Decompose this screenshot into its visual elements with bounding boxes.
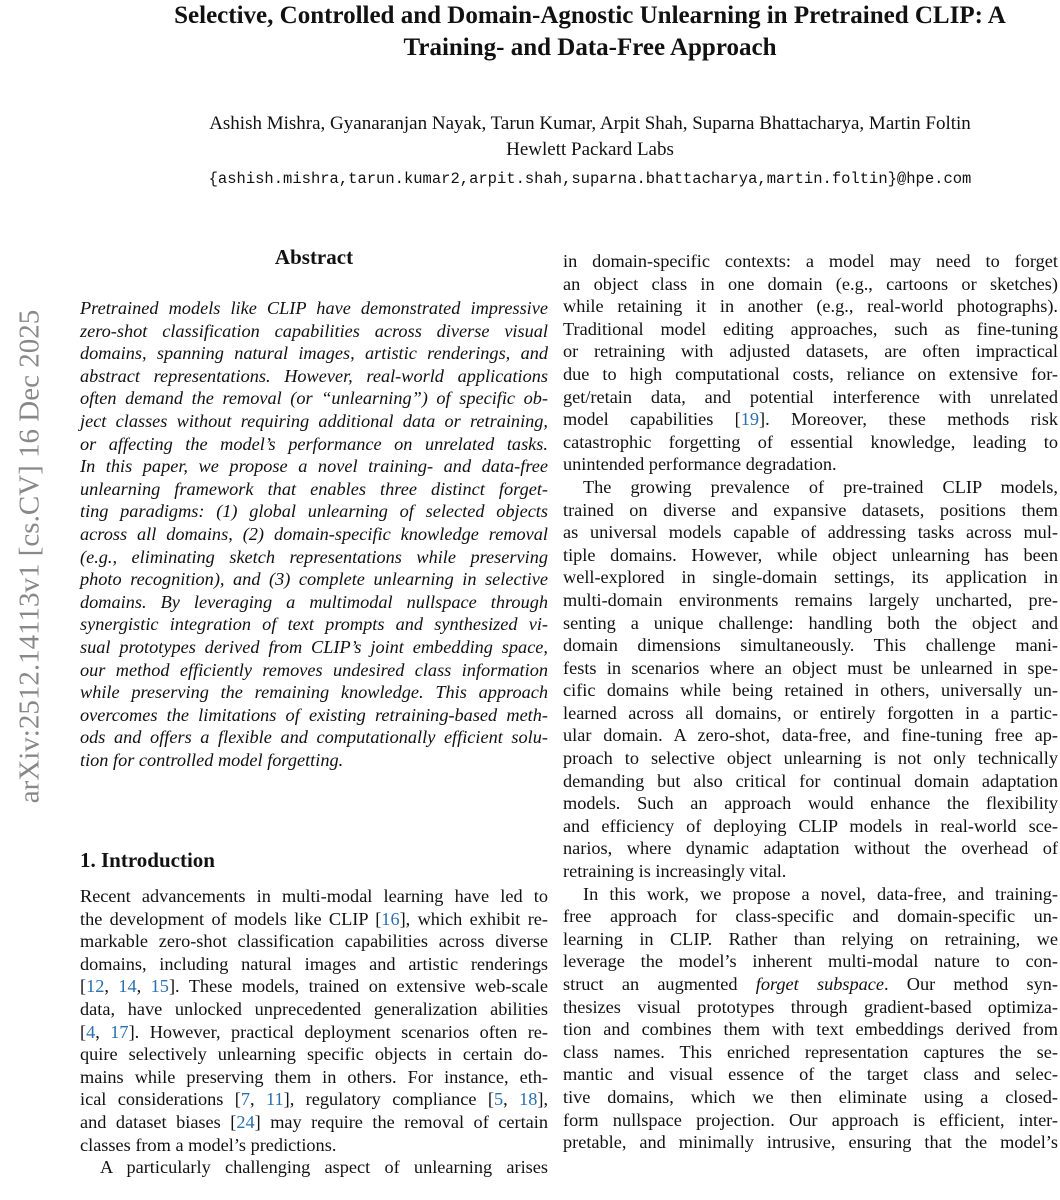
text-line: model capabilities [19]. Moreover, these methods risk [563,409,1059,430]
text-line: [4, 17]. However, practical deployment scenarios often re- [80,1021,548,1042]
text-line: narios, where dynamic adaptation without the overhead of [563,838,1058,859]
text-line: In this work, we propose a novel, data-free, and training- [583,883,1058,904]
introduction-heading: 1. Introduction [80,848,215,872]
text-line: [12, 14, 15]. These models, trained on extensive web-scale [80,976,549,997]
text-line: and efficiency of deploying CLIP models in real-world sce- [563,815,1058,836]
text-line: leverage the model’s inherent multi-modal nature to con- [563,951,1058,972]
text-line: ular domain. A zero-shot, data-free, and fine-tuning free ap- [563,725,1058,746]
text-line: demanding but also critical for continual domain adaptation [563,770,1058,791]
text-line: mains while preserving them in others. For instance, eth- [80,1066,548,1087]
citation-link[interactable]: 18 [519,1089,538,1110]
text-line: A particularly challenging aspect of unlearning arises [100,1157,548,1178]
author-emails: {ashish.mishra,tarun.kumar2,arpit.shah,suparna.bhattacharya,martin.foltin}@hpe.com [208,170,972,188]
text-line: or affecting the model’s performance on unrelated tasks. [80,433,548,454]
citation-link[interactable]: 14 [118,976,137,997]
text-line: markable zero-shot classification capabilities across diverse [80,931,548,952]
text-line: photo recognition), and (3) complete unlearning in selective [80,569,548,590]
text-line: sual prototypes derived from CLIP’s joint embedding space, [80,636,548,657]
text-line: learning in CLIP. Rather than relying on retraining, we [563,928,1058,949]
author-block [80,111,1060,163]
text-line: cific domains while being retained in others, universally un- [563,680,1058,701]
text-line: the development of models like CLIP [16], which exhibit re- [80,908,549,929]
text-line: pretable, and minimally intrusive, ensuring that the model’s [563,1132,1058,1153]
text-line: senting a unique challenge: handling both the object and [563,612,1058,633]
text-line: Recent advancements in multi-modal learning have led to [80,886,548,906]
citation-link[interactable]: 5 [493,1089,504,1110]
text-line: in domain-specific contexts: a model may need to forget [563,251,1058,271]
text-line: well-explored in single-domain settings, its application in [563,567,1058,588]
introduction-body [80,885,548,1179]
text-line: models. Such an approach would enhance the flexibility [563,793,1058,814]
text-line: ical considerations [7, 11], regulatory compliance [5, 18], [80,1089,549,1110]
right-column-body [563,250,1058,1154]
text-line: or retraining with adjusted datasets, are often impractical [563,341,1058,362]
text-line: learned across all domains, or entirely forgotten in a partic- [563,702,1058,723]
text-line: In this paper, we propose a novel training- and data-free [80,456,548,477]
text-line: retraining is increasingly vital. [563,861,787,882]
text-line: and dataset biases [24] may require the removal of certain [80,1111,548,1132]
text-line: overcomes the limitations of existing retraining-based meth- [80,704,548,725]
text-line: domains, including natural images and artistic renderings [80,953,548,974]
paper-title [80,0,1060,64]
text-line: often demand the removal (or “unlearning”) of specific ob- [80,388,548,409]
text-line: form nullspace projection. Our approach is efficient, inter- [563,1109,1058,1130]
text-line: tiple domains. However, while object unlearning has been [563,544,1058,565]
text-line: ject classes without requiring additional data or retraining, [80,410,548,431]
affiliation: Hewlett Packard Labs [506,139,674,160]
text-line: domains. By leveraging a multimodal nullspace through [80,591,548,612]
text-line: quire selectively unlearning specific objects in certain do- [80,1044,548,1065]
text-line: class names. This enriched representation captures the se- [563,1041,1058,1062]
text-line: domains, spanning natural images, artistic renderings, and [80,343,548,364]
citation-link[interactable]: 16 [381,908,400,929]
text-line: The growing prevalence of pre-trained CLIP models, [583,476,1058,497]
text-line: mantic and visual essence of the target class and selec- [563,1064,1058,1085]
text-line: as universal models capable of addressing tasks across mul- [563,522,1058,543]
citation-link[interactable]: 17 [110,1021,129,1042]
text-line: (e.g., eliminating sketch representations while preserving [80,546,548,567]
text-line: data, have unlocked unprecedented generalization abilities [80,998,548,1019]
text-line: abstract representations. However, real-world applications [80,365,548,386]
text-line: unlearning framework that enables three distinct forget- [80,478,548,499]
text-line: synergistic integration of text prompts and synthesized vi- [80,614,548,635]
text-line: free approach for class-specific and domain-specific un- [563,906,1058,927]
text-line: Traditional model editing approaches, such as fine-tuning [563,318,1058,339]
text-line: across all domains, (2) domain-specific knowledge removal [80,523,548,544]
text-line: thesizes visual prototypes through gradient-based optimiza- [563,996,1058,1017]
abstract-heading: Abstract [274,245,354,269]
text-line: an object class in one domain (e.g., cartoons or sketches) [563,273,1058,294]
citation-link[interactable]: 15 [150,976,169,997]
text-line: classes from a model’s predictions. [80,1134,337,1155]
text-line: while retaining it in another (e.g., real-world photographs). [563,296,1058,317]
text-line: struct an augmented forget subspace. Our method syn- [563,974,1058,994]
citation-link[interactable]: 7 [240,1089,251,1110]
text-line: due to high computational costs, reliance on extensive for- [563,363,1058,384]
text-line: ods and offers a flexible and computationally efficient solu- [80,727,548,748]
text-line: our method efficiently removes undesired class information [80,659,548,680]
citation-link[interactable]: 4 [86,1021,96,1042]
title-line: Selective, Controlled and Domain-Agnostic Unlearning in Pretrained CLIP: A [174,2,1006,29]
text-line: zero-shot classification capabilities across diverse visual [80,320,548,341]
text-line: tion and combines them with text embeddings derived from [563,1019,1058,1040]
text-line: domain dimensions simultaneously. This challenge mani- [563,635,1058,656]
text-line: unintended performance degradation. [563,454,837,475]
text-line: get/retain data, and potential interference with unrelated [563,386,1058,407]
citation-link[interactable]: 12 [86,976,105,997]
abstract-body [80,297,548,771]
text-line: multi-domain environments remains largely uncharted, pre- [563,589,1058,610]
citation-link[interactable]: 24 [236,1111,255,1132]
text-line: while preserving the remaining knowledge. This approach [80,682,548,703]
text-line: tive domains, which we then eliminate using a closed- [563,1086,1058,1107]
text-line: trained on diverse and expansive datasets, positions them [563,499,1058,520]
citation-link[interactable]: 19 [740,409,760,430]
text-line: proach to selective object unlearning is not only technically [563,748,1058,769]
text-line: Pretrained models like CLIP have demonstrated impressive [80,298,548,318]
title-line: Training- and Data-Free Approach [403,34,777,61]
text-line: ting paradigms: (1) global unlearning of selected objects [80,501,548,522]
citation-link[interactable]: 11 [266,1089,284,1110]
text-line: fests in scenarios where an object must be unlearned in spe- [563,657,1058,678]
arxiv-stamp: arXiv:2512.14113v1 [cs.CV] 16 Dec 2025 [13,309,46,804]
author-names: Ashish Mishra, Gyanaranjan Nayak, Tarun Kumar, Arpit Shah, Suparna Bhattacharya, Martin Foltin [209,113,971,134]
text-line: catastrophic forgetting of essential knowledge, leading to [563,431,1058,452]
text-line: tion for controlled model forgetting. [80,749,344,770]
